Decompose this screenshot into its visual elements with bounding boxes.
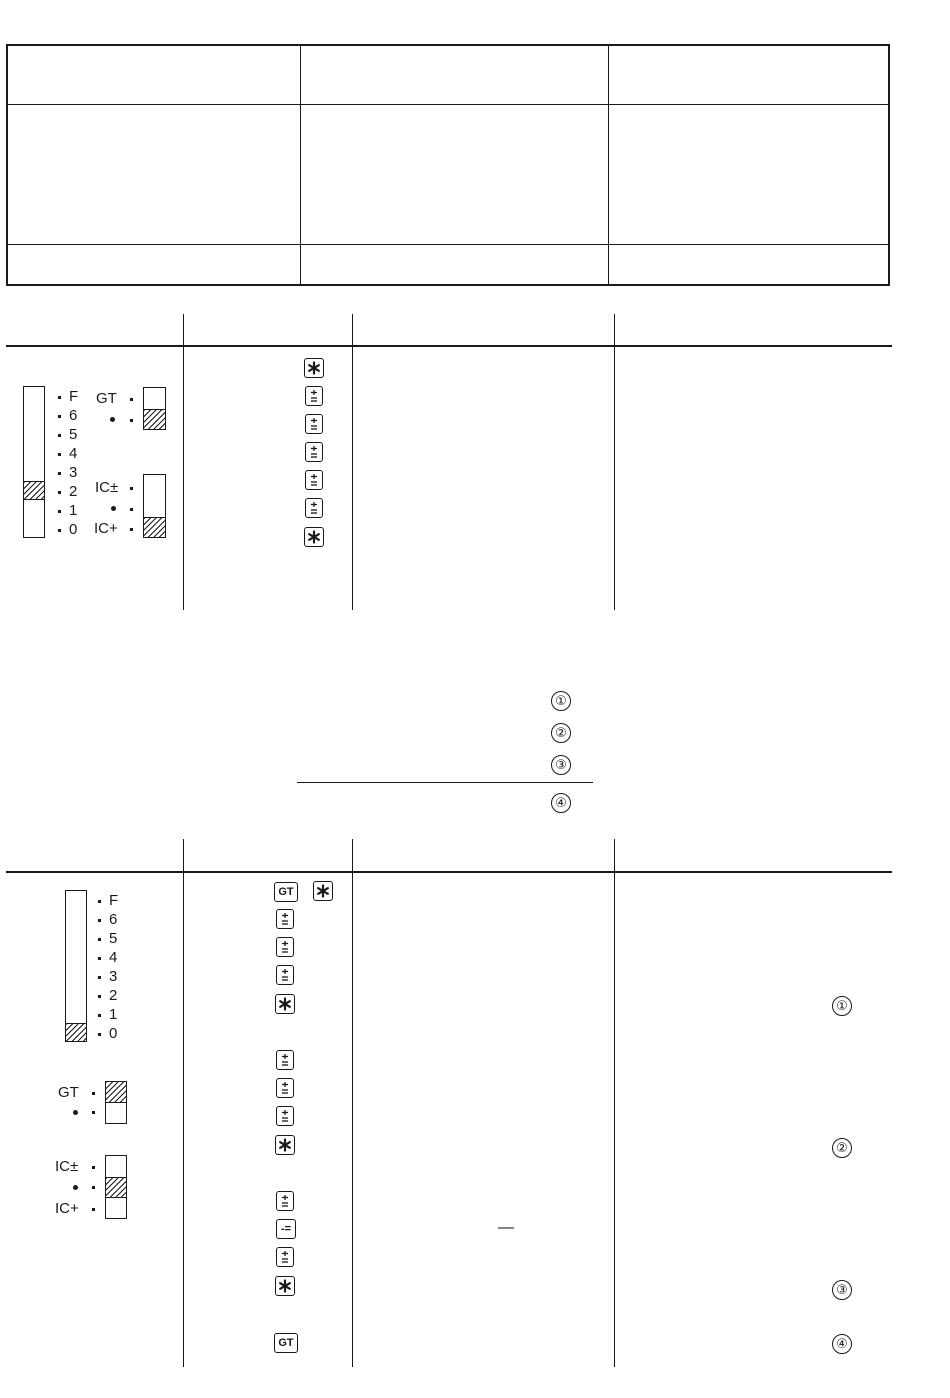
asterisk-key-icon	[275, 1276, 295, 1296]
result-marker-2: ②	[832, 1138, 852, 1158]
asterisk-key-icon	[304, 358, 324, 378]
example1-column-divider	[352, 314, 353, 610]
result-marker-1: ①	[832, 996, 852, 1016]
plus-equal-key-icon	[305, 498, 323, 518]
table-column-divider	[608, 46, 609, 284]
plus-equal-key-icon	[276, 965, 294, 985]
asterisk-key-icon	[275, 994, 295, 1014]
decimal-selector-slider[interactable]	[23, 386, 45, 538]
plus-equal-key-icon	[276, 1247, 294, 1267]
marker-2: ②	[551, 723, 571, 743]
plus-equal-key-icon	[305, 414, 323, 434]
marker-1: ①	[551, 691, 571, 711]
ic-switch-knob[interactable]	[143, 517, 166, 538]
asterisk-key-icon	[275, 1135, 295, 1155]
table-column-divider	[300, 46, 301, 284]
plus-equal-key-icon	[276, 1050, 294, 1070]
plus-equal-key-icon	[276, 1078, 294, 1098]
gt-switch-knob[interactable]	[143, 409, 166, 430]
decimal-selector-slider[interactable]	[65, 890, 87, 1042]
decimal-slider-knob[interactable]	[23, 481, 45, 500]
summary-table	[6, 44, 890, 286]
gt-switch-knob[interactable]	[105, 1081, 127, 1103]
result-marker-4: ④	[832, 1334, 852, 1354]
marker-3: ③	[551, 755, 571, 775]
plus-equal-key-icon	[276, 937, 294, 957]
gt-key-icon: GT	[274, 1333, 298, 1353]
asterisk-key-icon	[313, 881, 333, 901]
plus-equal-key-icon	[276, 909, 294, 929]
sum-rule	[297, 782, 593, 783]
ic-switch-knob[interactable]	[105, 1177, 127, 1198]
example2-column-divider	[183, 839, 184, 1367]
plus-equal-key-icon	[276, 1191, 294, 1211]
example2-column-divider	[352, 839, 353, 1367]
example2-column-divider	[614, 839, 615, 1367]
plus-equal-key-icon	[276, 1106, 294, 1126]
table-divider	[8, 104, 888, 105]
asterisk-key-icon	[304, 527, 324, 547]
minus-sign: —	[498, 1219, 514, 1236]
example1-column-divider	[183, 314, 184, 610]
minus-equal-key-icon: -=	[276, 1219, 296, 1239]
table-divider	[8, 244, 888, 245]
example1-column-divider	[614, 314, 615, 610]
marker-4: ④	[551, 793, 571, 813]
plus-equal-key-icon	[305, 470, 323, 490]
plus-equal-key-icon	[305, 386, 323, 406]
plus-equal-key-icon	[305, 442, 323, 462]
example2-header-rule	[6, 871, 892, 873]
result-marker-3: ③	[832, 1280, 852, 1300]
gt-key-icon: GT	[274, 882, 298, 902]
example1-header-rule	[6, 345, 892, 347]
decimal-slider-knob[interactable]	[65, 1023, 87, 1042]
